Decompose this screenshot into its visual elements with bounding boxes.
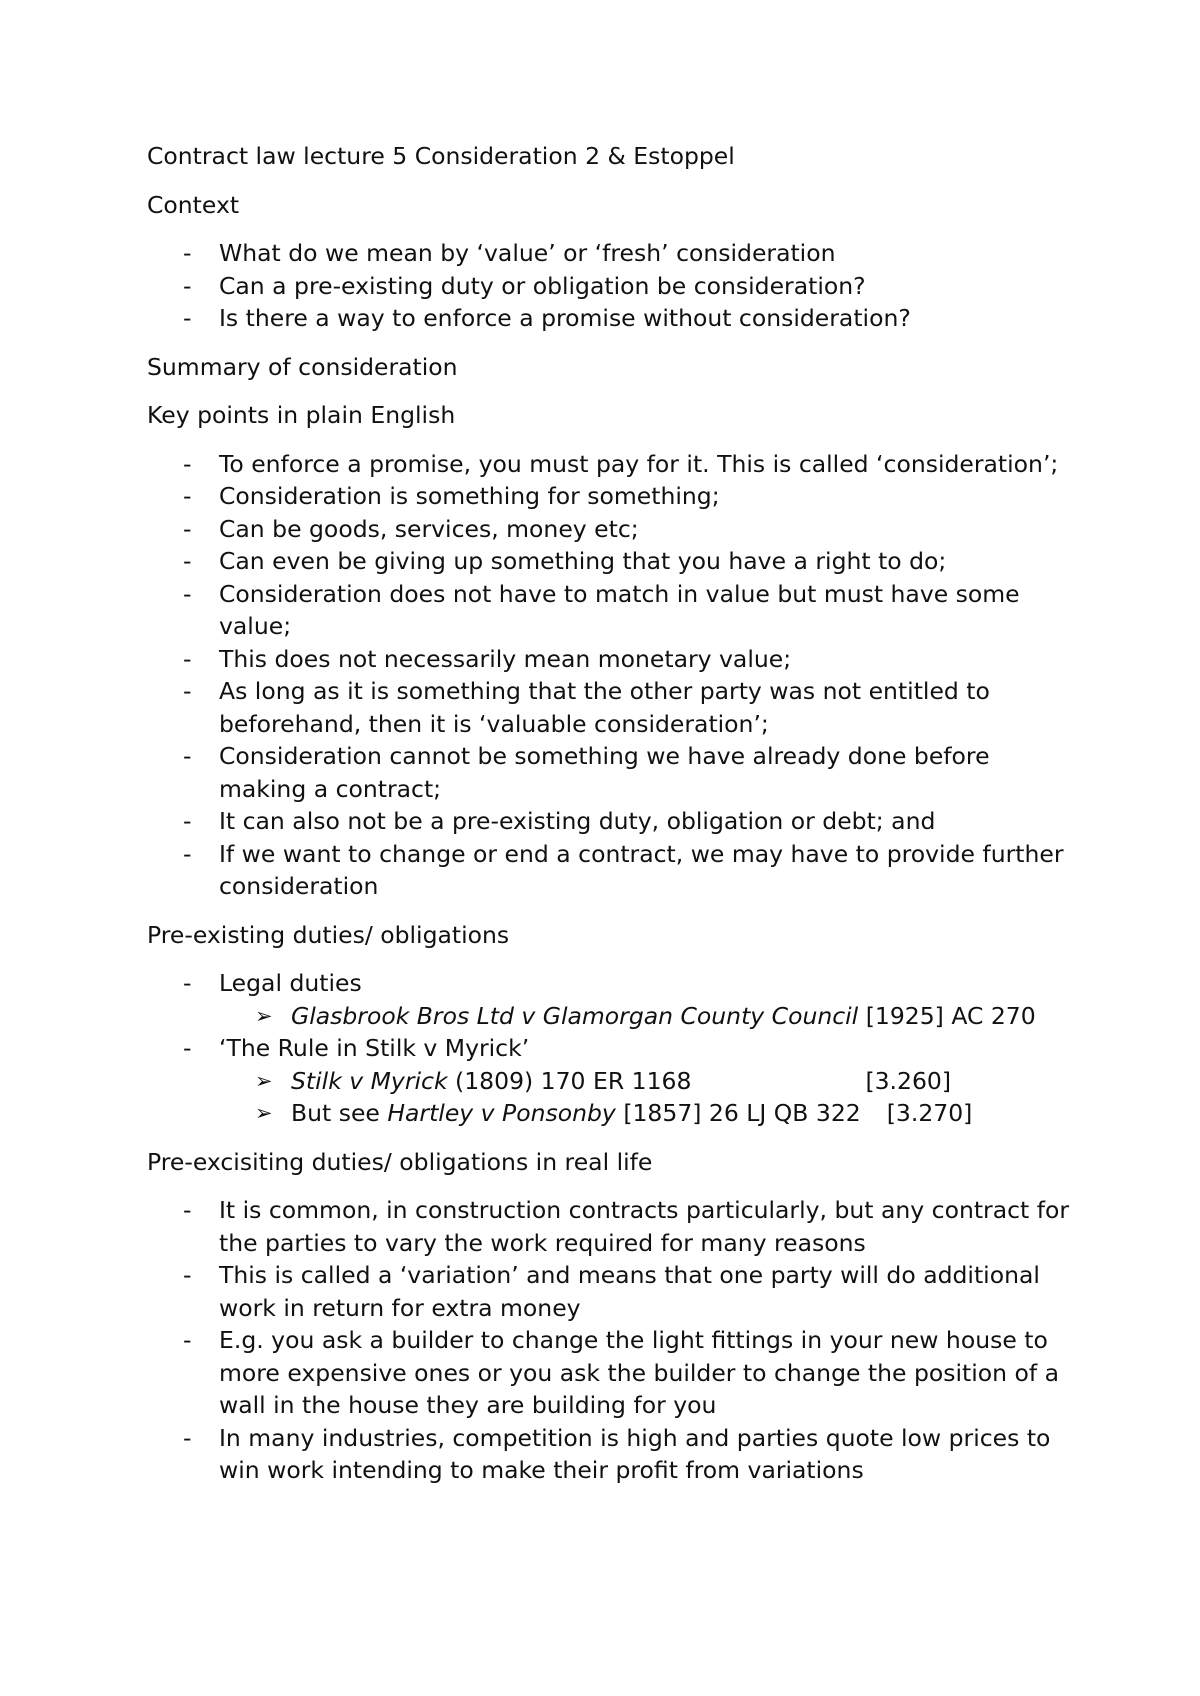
arrow-bullet-icon: ➢ [255, 1003, 273, 1028]
dash-marker: - [183, 1423, 192, 1452]
context-list [147, 237, 1077, 335]
real-life-heading: Pre-excisiting duties/ obligations in real life [147, 1147, 653, 1176]
list-item: - Consideration is something for something; [147, 480, 1077, 513]
pre-existing-list [147, 967, 1077, 1130]
dash-marker: - [183, 449, 192, 478]
list-item: - As long as it is something that the other party was not entitled to beforehand, then it is ‘valuable consideration’; [183, 677, 990, 738]
list-item: - It is common, in construction contracts particularly, but any contract for the parties to vary the work required for many reasons [183, 1196, 1070, 1257]
case-item [219, 1065, 1077, 1098]
document-title: Contract law lecture 5 Consideration 2 & Estoppel [147, 142, 735, 170]
real-life-list [147, 1194, 1077, 1487]
dash-marker: - [183, 304, 192, 332]
case-name: Glasbrook Bros Ltd v Glamorgan County Council [291, 1001, 859, 1030]
list-item: - Can a pre-existing duty or obligation be consideration? [147, 270, 1077, 303]
case-reference: [3.260] [865, 1066, 952, 1095]
arrow-bullet-icon: ➢ [255, 1101, 273, 1125]
case-citation: (1809) 170 ER 1168 [455, 1066, 692, 1095]
dash-marker: - [183, 1034, 192, 1062]
dash-marker: - [183, 807, 192, 835]
list-item: - Consideration cannot be something we have already done before making a contract; [183, 742, 990, 803]
case-prefix: But see [291, 1099, 388, 1127]
dash-marker: - [183, 677, 192, 705]
pre-existing-heading: Pre-existing duties/ obligations [147, 920, 510, 949]
dash-marker: - [183, 839, 192, 868]
context-heading: Context [147, 190, 240, 219]
list-item [147, 1032, 1077, 1130]
dash-marker: - [183, 742, 192, 770]
dash-marker: - [183, 1196, 192, 1224]
dash-marker: - [183, 1326, 192, 1354]
list-item: - If we want to change or end a contract, we may have to provide further consideration [183, 839, 1064, 900]
dash-marker: - [183, 514, 192, 543]
dash-marker: - [183, 271, 192, 300]
case-citation: [1925] AC 270 [865, 1001, 1036, 1030]
summary-heading: Summary of consideration [147, 352, 458, 381]
document-page [147, 140, 1077, 1503]
dash-marker: - [183, 239, 192, 267]
list-item: - Can be goods, services, money etc; [147, 513, 1077, 546]
list-item: - In many industries, competition is high and parties quote low prices to win work intending to make their profit from variations [183, 1423, 1051, 1484]
case-name: Hartley v Ponsonby [387, 1099, 616, 1127]
case-reference: [3.270] [886, 1099, 973, 1127]
dash-marker: - [183, 969, 192, 997]
legal-duties-label: Legal duties [219, 969, 362, 997]
list-item [147, 967, 1077, 1032]
list-item: - To enforce a promise, you must pay for it. This is called ‘consideration’; [147, 448, 1077, 481]
case-item [219, 1000, 1077, 1033]
key-points-list [147, 448, 1077, 903]
dash-marker: - [183, 482, 192, 510]
list-item: - This is called a ‘variation’ and means that one party will do additional work in return for extra money [183, 1261, 1040, 1322]
dash-marker: - [183, 644, 192, 673]
list-item: - Consideration does not have to match in value but must have some value; [183, 579, 1020, 640]
dash-marker: - [183, 547, 192, 575]
key-points-heading: Key points in plain English [147, 401, 456, 429]
list-item: - What do we mean by ‘value’ or ‘fresh’ consideration [147, 237, 1077, 270]
stilk-rule-cases [219, 1065, 1077, 1130]
stilk-rule-label: ‘The Rule in Stilk v Myrick’ [219, 1034, 530, 1062]
case-item [219, 1097, 1077, 1130]
case-name: Stilk v Myrick [291, 1066, 448, 1095]
list-item: - It can also not be a pre-existing duty, obligation or debt; and [147, 805, 1077, 838]
dash-marker: - [183, 579, 192, 608]
dash-marker: - [183, 1261, 192, 1289]
list-item: - E.g. you ask a builder to change the light fittings in your new house to more expensive ones or you ask the builder to change the position of a wall in the house they are building for you [183, 1326, 1060, 1419]
case-citation: [1857] 26 LJ QB 322 [623, 1099, 861, 1127]
list-item: - Can even be giving up something that you have a right to do; [147, 545, 1077, 578]
list-item: - This does not necessarily mean monetary value; [147, 643, 1077, 676]
legal-duties-cases [219, 1000, 1077, 1033]
list-item: - Is there a way to enforce a promise without consideration? [147, 302, 1077, 335]
arrow-bullet-icon: ➢ [255, 1068, 273, 1093]
